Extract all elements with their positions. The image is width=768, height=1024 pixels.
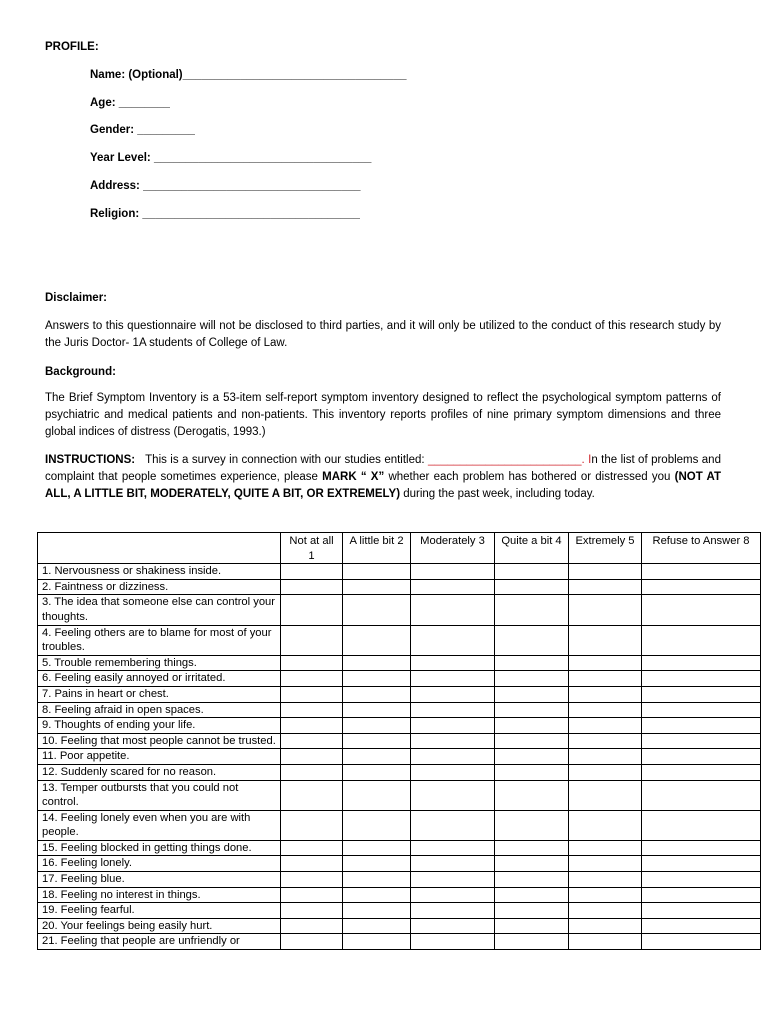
table-row <box>38 671 761 687</box>
answer-cell[interactable] <box>281 918 343 934</box>
answer-cell[interactable] <box>281 625 343 655</box>
address-label: Address: <box>90 180 140 192</box>
answer-cell[interactable] <box>642 840 761 856</box>
answer-cell[interactable] <box>495 702 569 718</box>
study-title-blank[interactable]: ________________________. <box>428 454 585 466</box>
answer-cell[interactable] <box>281 749 343 765</box>
background-text: The Brief Symptom Inventory is a 53-item self-report symptom inventory designed to reflect the psychological symptom patterns of psychiatric and medical patients and non-patients. This inventory reports profiles of nine primary symptom dimensions and three global indices of distress (Derogatis, 1993.) <box>45 392 721 438</box>
instructions-part3: whether each problem has bothered or distressed you <box>388 471 671 483</box>
answer-cell[interactable] <box>569 749 642 765</box>
answer-cell[interactable] <box>569 934 642 950</box>
answer-cell[interactable] <box>569 887 642 903</box>
name-line: ___________________________________ <box>182 69 407 81</box>
answer-cell[interactable] <box>642 856 761 872</box>
answer-cell[interactable] <box>569 718 642 734</box>
answer-cell[interactable] <box>495 595 569 625</box>
table-row <box>38 686 761 702</box>
symptom-item: 8. Feeling afraid in open spaces. <box>38 702 281 718</box>
answer-cell[interactable] <box>411 733 495 749</box>
table-row <box>38 856 761 872</box>
answer-cell[interactable] <box>569 655 642 671</box>
table-row <box>38 780 761 810</box>
answer-cell[interactable] <box>495 918 569 934</box>
answer-cell[interactable] <box>343 564 411 580</box>
answer-cell[interactable] <box>569 564 642 580</box>
answer-cell[interactable] <box>569 903 642 919</box>
table-row <box>38 733 761 749</box>
name-field[interactable] <box>90 68 407 82</box>
religion-field[interactable] <box>90 207 360 221</box>
col-not-at-all: Not at all 1 <box>281 533 343 564</box>
answer-cell[interactable] <box>495 780 569 810</box>
table-row <box>38 903 761 919</box>
table-row <box>38 764 761 780</box>
answer-cell[interactable] <box>411 856 495 872</box>
name-label: Name: (Optional) <box>90 69 183 81</box>
answer-cell[interactable] <box>495 856 569 872</box>
answer-cell[interactable] <box>281 764 343 780</box>
instructions-part1: This is a survey in connection with our studies entitled: <box>145 454 425 466</box>
answer-cell[interactable] <box>411 934 495 950</box>
table-row <box>38 579 761 595</box>
answer-cell[interactable] <box>343 856 411 872</box>
answer-cell[interactable] <box>281 595 343 625</box>
answer-cell[interactable] <box>569 625 642 655</box>
answer-cell[interactable] <box>495 625 569 655</box>
instructions-part4: during the past week, including today. <box>403 488 595 500</box>
answer-cell[interactable] <box>411 686 495 702</box>
answer-cell[interactable] <box>495 810 569 840</box>
symptom-item: 4. Feeling others are to blame for most of your troubles. <box>38 625 281 655</box>
answer-cell[interactable] <box>281 579 343 595</box>
answer-cell[interactable] <box>642 733 761 749</box>
answer-cell[interactable] <box>642 780 761 810</box>
answer-cell[interactable] <box>642 718 761 734</box>
answer-cell[interactable] <box>411 810 495 840</box>
answer-cell[interactable] <box>569 840 642 856</box>
instructions-mark: MARK “ X” <box>322 471 385 483</box>
answer-cell[interactable] <box>569 810 642 840</box>
answer-cell[interactable] <box>411 764 495 780</box>
instructions-part2: n the list of problems and complaint that people sometimes experience, please <box>45 454 721 483</box>
answer-cell[interactable] <box>343 764 411 780</box>
symptom-item: 7. Pains in heart or chest. <box>38 686 281 702</box>
answer-cell[interactable] <box>281 718 343 734</box>
answer-cell[interactable] <box>281 872 343 888</box>
gender-label: Gender: <box>90 124 135 136</box>
symptom-item: 11. Poor appetite. <box>38 749 281 765</box>
answer-cell[interactable] <box>281 655 343 671</box>
answer-cell[interactable] <box>569 780 642 810</box>
answer-cell[interactable] <box>642 625 761 655</box>
answer-cell[interactable] <box>495 903 569 919</box>
answer-cell[interactable] <box>343 780 411 810</box>
answer-cell[interactable] <box>411 579 495 595</box>
answer-cell[interactable] <box>411 702 495 718</box>
answer-cell[interactable] <box>569 671 642 687</box>
instructions-text <box>45 452 721 503</box>
answer-cell[interactable] <box>411 918 495 934</box>
symptom-item: 9. Thoughts of ending your life. <box>38 718 281 734</box>
col-refuse: Refuse to Answer 8 <box>642 533 761 564</box>
table-row <box>38 702 761 718</box>
answer-cell[interactable] <box>495 655 569 671</box>
religion-line: __________________________________ <box>142 208 360 220</box>
answer-cell[interactable] <box>343 840 411 856</box>
answer-cell[interactable] <box>495 764 569 780</box>
answer-cell[interactable] <box>281 810 343 840</box>
answer-cell[interactable] <box>343 702 411 718</box>
answer-cell[interactable] <box>281 903 343 919</box>
instructions-label: INSTRUCTIONS: <box>45 454 136 466</box>
answer-cell[interactable] <box>343 625 411 655</box>
answer-cell[interactable] <box>569 702 642 718</box>
answer-cell[interactable] <box>642 872 761 888</box>
table-row <box>38 595 761 625</box>
symptom-item: 21. Feeling that people are unfriendly or <box>38 934 281 950</box>
symptom-item: 20. Your feelings being easily hurt. <box>38 918 281 934</box>
symptom-item: 14. Feeling lonely even when you are with people. <box>38 810 281 840</box>
answer-cell[interactable] <box>642 934 761 950</box>
answer-cell[interactable] <box>343 718 411 734</box>
table-row <box>38 887 761 903</box>
answer-cell[interactable] <box>495 718 569 734</box>
table-row <box>38 872 761 888</box>
answer-cell[interactable] <box>411 780 495 810</box>
profile-heading: PROFILE: <box>45 41 99 53</box>
answer-cell[interactable] <box>642 749 761 765</box>
symptom-item: 13. Temper outbursts that you could not control. <box>38 780 281 810</box>
address-line: __________________________________ <box>143 180 361 192</box>
instructions-options: (NOT AT ALL, A LITTLE BIT, MODERATELY, QUITE A BIT, OR EXTREMELY) <box>45 471 722 500</box>
answer-cell[interactable] <box>411 564 495 580</box>
col-moderately: Moderately 3 <box>411 533 495 564</box>
answer-cell[interactable] <box>411 655 495 671</box>
symptom-item: 16. Feeling lonely. <box>38 856 281 872</box>
symptom-item: 3. The idea that someone else can control your thoughts. <box>38 595 281 625</box>
answer-cell[interactable] <box>411 625 495 655</box>
answer-cell[interactable] <box>569 733 642 749</box>
answer-cell[interactable] <box>343 934 411 950</box>
answer-cell[interactable] <box>642 579 761 595</box>
answer-cell[interactable] <box>569 918 642 934</box>
disclaimer-text: Answers to this questionnaire will not be disclosed to third parties, and it will only be utilized to the conduct of this research study by the Juris Doctor- 1A students of College of Law. <box>45 320 721 349</box>
answer-cell[interactable] <box>343 686 411 702</box>
age-field[interactable] <box>90 96 170 110</box>
answer-cell[interactable] <box>495 686 569 702</box>
answer-cell[interactable] <box>495 579 569 595</box>
answer-cell[interactable] <box>281 686 343 702</box>
answer-cell[interactable] <box>495 749 569 765</box>
answer-cell[interactable] <box>281 780 343 810</box>
answer-cell[interactable] <box>569 872 642 888</box>
symptom-table <box>37 532 761 950</box>
answer-cell[interactable] <box>569 579 642 595</box>
background-heading: Background: <box>45 366 116 378</box>
year-level-field[interactable] <box>90 151 371 165</box>
answer-cell[interactable] <box>642 564 761 580</box>
answer-cell[interactable] <box>343 887 411 903</box>
answer-cell[interactable] <box>281 702 343 718</box>
answer-cell[interactable] <box>281 856 343 872</box>
answer-cell[interactable] <box>343 579 411 595</box>
address-field[interactable] <box>90 179 361 193</box>
symptom-item: 15. Feeling blocked in getting things done. <box>38 840 281 856</box>
year-level-line: __________________________________ <box>153 152 372 164</box>
answer-cell[interactable] <box>495 872 569 888</box>
item-column-header <box>38 533 281 564</box>
answer-cell[interactable] <box>569 764 642 780</box>
answer-cell[interactable] <box>343 655 411 671</box>
answer-cell[interactable] <box>343 918 411 934</box>
year-level-label: Year Level: <box>90 152 151 164</box>
answer-cell[interactable] <box>343 903 411 919</box>
table-row <box>38 810 761 840</box>
answer-cell[interactable] <box>642 702 761 718</box>
symptom-item: 12. Suddenly scared for no reason. <box>38 764 281 780</box>
answer-cell[interactable] <box>495 887 569 903</box>
instructions-in-letter: I <box>588 454 592 466</box>
answer-cell[interactable] <box>642 686 761 702</box>
answer-cell[interactable] <box>495 671 569 687</box>
table-row <box>38 625 761 655</box>
answer-cell[interactable] <box>281 887 343 903</box>
answer-cell[interactable] <box>495 733 569 749</box>
answer-cell[interactable] <box>281 671 343 687</box>
answer-cell[interactable] <box>281 934 343 950</box>
answer-cell[interactable] <box>569 856 642 872</box>
table-row <box>38 840 761 856</box>
answer-cell[interactable] <box>569 595 642 625</box>
table-row <box>38 718 761 734</box>
col-extremely: Extremely 5 <box>569 533 642 564</box>
age-label: Age: <box>90 97 116 109</box>
symptom-item: 6. Feeling easily annoyed or irritated. <box>38 671 281 687</box>
answer-cell[interactable] <box>642 810 761 840</box>
gender-line: _________ <box>137 124 195 136</box>
answer-cell[interactable] <box>343 749 411 765</box>
answer-cell[interactable] <box>281 564 343 580</box>
symptom-item: 1. Nervousness or shakiness inside. <box>38 564 281 580</box>
answer-cell[interactable] <box>411 887 495 903</box>
answer-cell[interactable] <box>495 564 569 580</box>
answer-cell[interactable] <box>411 903 495 919</box>
answer-cell[interactable] <box>411 840 495 856</box>
table-row <box>38 934 761 950</box>
answer-cell[interactable] <box>642 655 761 671</box>
answer-cell[interactable] <box>642 918 761 934</box>
answer-cell[interactable] <box>411 718 495 734</box>
answer-cell[interactable] <box>281 733 343 749</box>
table-row <box>38 918 761 934</box>
col-quite-a-bit: Quite a bit 4 <box>495 533 569 564</box>
symptom-item: 17. Feeling blue. <box>38 872 281 888</box>
answer-cell[interactable] <box>343 671 411 687</box>
answer-cell[interactable] <box>411 671 495 687</box>
answer-cell[interactable] <box>642 903 761 919</box>
answer-cell[interactable] <box>343 810 411 840</box>
answer-cell[interactable] <box>343 872 411 888</box>
answer-cell[interactable] <box>642 887 761 903</box>
symptom-item: 10. Feeling that most people cannot be trusted. <box>38 733 281 749</box>
answer-cell[interactable] <box>642 764 761 780</box>
col-a-little-bit: A little bit 2 <box>343 533 411 564</box>
age-line: ________ <box>118 97 170 109</box>
answer-cell[interactable] <box>411 595 495 625</box>
table-header-row <box>38 533 761 564</box>
answer-cell[interactable] <box>343 595 411 625</box>
answer-cell[interactable] <box>642 595 761 625</box>
answer-cell[interactable] <box>495 934 569 950</box>
answer-cell[interactable] <box>569 686 642 702</box>
answer-cell[interactable] <box>343 733 411 749</box>
symptom-item: 19. Feeling fearful. <box>38 903 281 919</box>
disclaimer-heading: Disclaimer: <box>45 292 108 304</box>
symptom-item: 18. Feeling no interest in things. <box>38 887 281 903</box>
answer-cell[interactable] <box>495 840 569 856</box>
symptom-item: 2. Faintness or dizziness. <box>38 579 281 595</box>
symptom-item: 5. Trouble remembering things. <box>38 655 281 671</box>
answer-cell[interactable] <box>411 749 495 765</box>
answer-cell[interactable] <box>411 872 495 888</box>
table-row <box>38 564 761 580</box>
answer-cell[interactable] <box>281 840 343 856</box>
table-row <box>38 655 761 671</box>
answer-cell[interactable] <box>642 671 761 687</box>
table-row <box>38 749 761 765</box>
religion-label: Religion: <box>90 208 140 220</box>
gender-field[interactable] <box>90 123 195 137</box>
